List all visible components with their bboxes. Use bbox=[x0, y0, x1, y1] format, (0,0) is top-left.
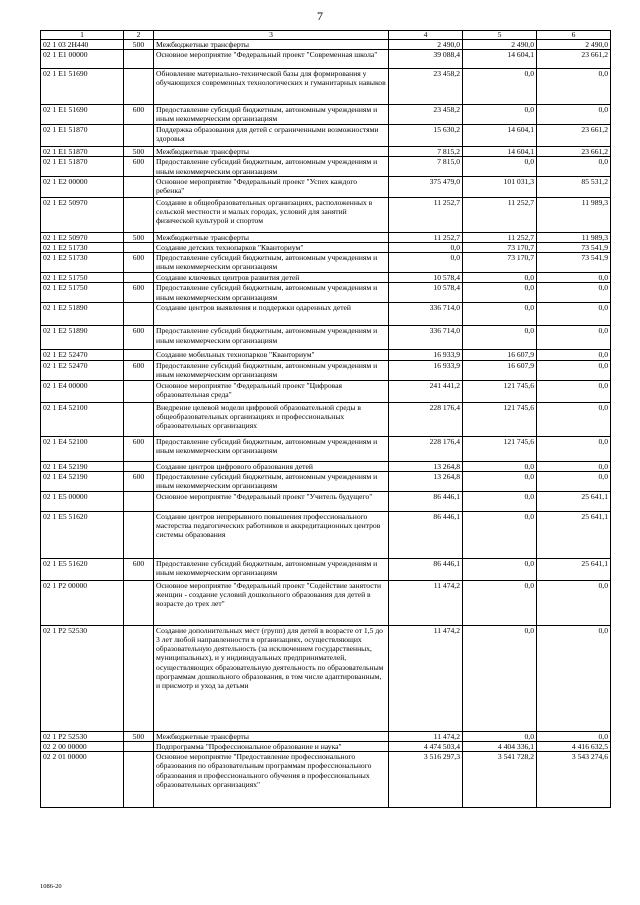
row-value-2021-cell: 10 578,4 bbox=[389, 283, 463, 303]
row-value-2021-cell: 13 264,8 bbox=[389, 461, 463, 471]
row-kvr-cell bbox=[124, 511, 154, 558]
row-value-2021-cell: 13 264,8 bbox=[389, 471, 463, 491]
row-value-2021-cell: 23 458,2 bbox=[389, 105, 463, 125]
table-row bbox=[41, 157, 611, 176]
row-value-2022-cell: 16 607,9 bbox=[463, 350, 537, 360]
table-row bbox=[41, 471, 611, 491]
row-code-cell: 02 1 Е2 51730 bbox=[41, 243, 124, 253]
row-name-cell: Основное мероприятие "Федеральный проект "Успех каждого ребенка" bbox=[154, 176, 389, 197]
table-body bbox=[41, 40, 611, 808]
row-value-2021-cell: 2 490,0 bbox=[389, 40, 463, 50]
table-row bbox=[41, 326, 611, 350]
row-value-2023-cell: 0,0 bbox=[537, 436, 611, 461]
row-kvr-cell: 600 bbox=[124, 253, 154, 273]
row-code-cell: 02 1 Е2 50970 bbox=[41, 197, 124, 232]
row-kvr-cell bbox=[124, 243, 154, 253]
row-value-2023-cell: 0,0 bbox=[537, 350, 611, 360]
row-value-2021-cell: 228 176,4 bbox=[389, 402, 463, 436]
row-code-cell: 02 1 Р2 52530 bbox=[41, 625, 124, 731]
table-row bbox=[41, 436, 611, 461]
row-value-2021-cell: 11 474,2 bbox=[389, 731, 463, 741]
row-kvr-cell bbox=[124, 176, 154, 197]
row-value-2022-cell: 121 745,6 bbox=[463, 436, 537, 461]
row-value-2023-cell: 0,0 bbox=[537, 580, 611, 625]
row-kvr-cell bbox=[124, 303, 154, 326]
row-value-2021-cell: 23 458,2 bbox=[389, 69, 463, 105]
row-kvr-cell: 600 bbox=[124, 436, 154, 461]
row-code-cell: 02 1 Е4 00000 bbox=[41, 380, 124, 402]
row-value-2023-cell: 0,0 bbox=[537, 461, 611, 471]
table-row bbox=[41, 360, 611, 380]
row-kvr-cell bbox=[124, 380, 154, 402]
row-value-2023-cell: 0,0 bbox=[537, 326, 611, 350]
row-name-cell: Основное мероприятие "Федеральный проект "Современная школа" bbox=[154, 50, 389, 69]
row-value-2023-cell: 0,0 bbox=[537, 625, 611, 731]
row-name-cell: Создание центров выявления и поддержки одаренных детей bbox=[154, 303, 389, 326]
table-row bbox=[41, 511, 611, 558]
row-name-cell: Создание ключевых центров развития детей bbox=[154, 273, 389, 283]
row-kvr-cell bbox=[124, 50, 154, 69]
row-value-2021-cell: 39 088,4 bbox=[389, 50, 463, 69]
table-row bbox=[41, 50, 611, 69]
row-value-2021-cell: 11 252,7 bbox=[389, 197, 463, 232]
row-name-cell: Межбюджетные трансферты bbox=[154, 147, 389, 157]
page-number: 7 bbox=[317, 9, 323, 23]
table-row bbox=[41, 303, 611, 326]
row-value-2023-cell: 85 531,2 bbox=[537, 176, 611, 197]
row-value-2022-cell: 0,0 bbox=[463, 558, 537, 580]
row-value-2021-cell: 11 474,2 bbox=[389, 580, 463, 625]
table-row bbox=[41, 461, 611, 471]
row-code-cell: 02 1 Е1 00000 bbox=[41, 50, 124, 69]
row-value-2021-cell: 10 578,4 bbox=[389, 273, 463, 283]
row-kvr-cell: 600 bbox=[124, 471, 154, 491]
row-code-cell: 02 1 Е2 51750 bbox=[41, 273, 124, 283]
row-code-cell: 02 1 Е5 00000 bbox=[41, 491, 124, 511]
row-code-cell: 02 1 03 2Н440 bbox=[41, 40, 124, 50]
row-kvr-cell bbox=[124, 461, 154, 471]
row-value-2022-cell: 121 745,6 bbox=[463, 402, 537, 436]
row-code-cell: 02 1 Е2 51750 bbox=[41, 283, 124, 303]
row-value-2023-cell: 0,0 bbox=[537, 731, 611, 741]
row-name-cell: Предоставление субсидий бюджетным, автономным учреждениям и иным некоммерческим организациям bbox=[154, 436, 389, 461]
header-col-3: 3 bbox=[154, 31, 389, 40]
row-kvr-cell bbox=[124, 69, 154, 105]
row-name-cell: Основное мероприятие "Предоставление профессионального образования по образовательным программам профессионального образования и профессионального обучения в профессиональных образовательных организациях" bbox=[154, 752, 389, 808]
row-name-cell: Создание центров непрерывного повышения профессионального мастерства педагогических работников и аккредитационных центров системы образования bbox=[154, 511, 389, 558]
row-value-2023-cell: 0,0 bbox=[537, 273, 611, 283]
row-value-2021-cell: 86 446,1 bbox=[389, 511, 463, 558]
row-kvr-cell: 500 bbox=[124, 40, 154, 50]
row-value-2022-cell: 0,0 bbox=[463, 69, 537, 105]
row-kvr-cell bbox=[124, 752, 154, 808]
table-row bbox=[41, 752, 611, 808]
row-value-2022-cell: 0,0 bbox=[463, 273, 537, 283]
row-value-2023-cell: 0,0 bbox=[537, 105, 611, 125]
row-name-cell: Создание дополнительных мест (групп) для детей в возрасте от 1,5 до 3 лет любой направленности в организациях, осуществляющих образовательную деятельность (за исключением государственных, муниципальных), и у индивидуальных предпринимателей, осуществляющих образовательную деятельность по образовательным программам дошкольного образования, в том числе адаптированным, и присмотр и уход за детьми bbox=[154, 625, 389, 731]
row-kvr-cell bbox=[124, 742, 154, 752]
header-col-6: 6 bbox=[537, 31, 611, 40]
row-name-cell: Создание в общеобразовательных организациях, расположенных в сельской местности и малых городах, условий для занятий физической культурой и спортом bbox=[154, 197, 389, 232]
row-value-2022-cell: 0,0 bbox=[463, 625, 537, 731]
row-name-cell: Межбюджетные трансферты bbox=[154, 232, 389, 242]
row-value-2022-cell: 14 604,1 bbox=[463, 147, 537, 157]
table-row bbox=[41, 40, 611, 50]
row-value-2021-cell: 4 474 503,4 bbox=[389, 742, 463, 752]
row-kvr-cell bbox=[124, 197, 154, 232]
row-value-2023-cell: 0,0 bbox=[537, 303, 611, 326]
row-value-2021-cell: 375 479,0 bbox=[389, 176, 463, 197]
row-code-cell: 02 1 Е4 52100 bbox=[41, 436, 124, 461]
row-value-2023-cell: 3 543 274,6 bbox=[537, 752, 611, 808]
row-code-cell: 02 1 Е1 51690 bbox=[41, 105, 124, 125]
row-kvr-cell: 600 bbox=[124, 326, 154, 350]
table-row bbox=[41, 402, 611, 436]
row-kvr-cell: 600 bbox=[124, 360, 154, 380]
row-value-2022-cell: 14 604,1 bbox=[463, 50, 537, 69]
row-name-cell: Создание мобильных технопарков "Кванториум" bbox=[154, 350, 389, 360]
row-value-2023-cell: 0,0 bbox=[537, 471, 611, 491]
row-name-cell: Предоставление субсидий бюджетным, автономным учреждениям и иным некоммерческим организациям bbox=[154, 283, 389, 303]
row-name-cell: Создание центров цифрового образования детей bbox=[154, 461, 389, 471]
table-row bbox=[41, 731, 611, 741]
row-name-cell: Предоставление субсидий бюджетным, автономным учреждениям и иным некоммерческим организациям bbox=[154, 253, 389, 273]
row-kvr-cell bbox=[124, 402, 154, 436]
row-value-2023-cell: 0,0 bbox=[537, 380, 611, 402]
row-kvr-cell bbox=[124, 350, 154, 360]
header-col-4: 4 bbox=[389, 31, 463, 40]
row-value-2021-cell: 228 176,4 bbox=[389, 436, 463, 461]
row-name-cell: Предоставление субсидий бюджетным, автономным учреждениям и иным некоммерческим организациям bbox=[154, 360, 389, 380]
row-kvr-cell bbox=[124, 580, 154, 625]
row-code-cell: 02 1 Е1 51870 bbox=[41, 147, 124, 157]
row-value-2022-cell: 73 170,7 bbox=[463, 243, 537, 253]
row-kvr-cell: 600 bbox=[124, 105, 154, 125]
table-row bbox=[41, 283, 611, 303]
table-row bbox=[41, 380, 611, 402]
row-code-cell: 02 1 Е5 51620 bbox=[41, 511, 124, 558]
row-code-cell: 02 1 Е5 51620 bbox=[41, 558, 124, 580]
table-row bbox=[41, 243, 611, 253]
row-code-cell: 02 1 Е1 51870 bbox=[41, 157, 124, 176]
row-value-2022-cell: 3 541 728,2 bbox=[463, 752, 537, 808]
row-value-2021-cell: 15 630,2 bbox=[389, 125, 463, 147]
row-code-cell: 02 1 Е2 50970 bbox=[41, 232, 124, 242]
header-col-1: 1 bbox=[41, 31, 124, 40]
row-value-2022-cell: 0,0 bbox=[463, 461, 537, 471]
row-value-2022-cell: 73 170,7 bbox=[463, 253, 537, 273]
row-value-2021-cell: 16 933,9 bbox=[389, 360, 463, 380]
row-value-2023-cell: 0,0 bbox=[537, 283, 611, 303]
row-kvr-cell: 500 bbox=[124, 147, 154, 157]
row-value-2021-cell: 336 714,0 bbox=[389, 303, 463, 326]
row-value-2022-cell: 0,0 bbox=[463, 303, 537, 326]
row-code-cell: 02 1 Е2 52470 bbox=[41, 350, 124, 360]
table-row bbox=[41, 625, 611, 731]
row-value-2023-cell: 25 641,1 bbox=[537, 558, 611, 580]
row-code-cell: 02 1 Е2 00000 bbox=[41, 176, 124, 197]
row-value-2023-cell: 0,0 bbox=[537, 157, 611, 176]
row-name-cell: Подпрограмма "Профессиональное образование и наука" bbox=[154, 742, 389, 752]
row-name-cell: Основное мероприятие "Федеральный проект "Цифровая образовательная среда" bbox=[154, 380, 389, 402]
row-code-cell: 02 1 Е1 51690 bbox=[41, 69, 124, 105]
table-header-row bbox=[41, 31, 611, 40]
row-value-2022-cell: 0,0 bbox=[463, 511, 537, 558]
row-value-2023-cell: 0,0 bbox=[537, 69, 611, 105]
row-value-2021-cell: 0,0 bbox=[389, 253, 463, 273]
row-value-2021-cell: 11 474,2 bbox=[389, 625, 463, 731]
row-name-cell: Основное мероприятие "Федеральный проект "Учитель будущего" bbox=[154, 491, 389, 511]
row-value-2021-cell: 11 252,7 bbox=[389, 232, 463, 242]
row-kvr-cell: 600 bbox=[124, 283, 154, 303]
table-row bbox=[41, 253, 611, 273]
row-name-cell: Предоставление субсидий бюджетным, автономным учреждениям и иным некоммерческим организациям bbox=[154, 471, 389, 491]
row-value-2021-cell: 336 714,0 bbox=[389, 326, 463, 350]
row-value-2022-cell: 0,0 bbox=[463, 326, 537, 350]
row-value-2023-cell: 2 490,0 bbox=[537, 40, 611, 50]
row-value-2022-cell: 0,0 bbox=[463, 731, 537, 741]
row-value-2023-cell: 11 989,3 bbox=[537, 232, 611, 242]
row-value-2023-cell: 11 989,3 bbox=[537, 197, 611, 232]
row-name-cell: Создание детских технопарков "Кванториум" bbox=[154, 243, 389, 253]
header-col-5: 5 bbox=[463, 31, 537, 40]
row-value-2021-cell: 3 516 297,3 bbox=[389, 752, 463, 808]
table-row bbox=[41, 105, 611, 125]
row-kvr-cell: 600 bbox=[124, 157, 154, 176]
row-value-2022-cell: 11 252,7 bbox=[463, 197, 537, 232]
row-code-cell: 02 1 Р2 52530 bbox=[41, 731, 124, 741]
row-code-cell: 02 1 Е2 51890 bbox=[41, 326, 124, 350]
row-value-2023-cell: 4 416 632,5 bbox=[537, 742, 611, 752]
row-value-2023-cell: 25 641,1 bbox=[537, 511, 611, 558]
table-row bbox=[41, 69, 611, 105]
row-code-cell: 02 1 Е2 51890 bbox=[41, 303, 124, 326]
row-value-2022-cell: 16 607,9 bbox=[463, 360, 537, 380]
table-row bbox=[41, 197, 611, 232]
row-value-2023-cell: 23 661,2 bbox=[537, 50, 611, 69]
budget-table bbox=[40, 30, 611, 808]
row-value-2022-cell: 0,0 bbox=[463, 491, 537, 511]
table-row bbox=[41, 491, 611, 511]
row-code-cell: 02 1 Е4 52100 bbox=[41, 402, 124, 436]
row-value-2023-cell: 73 541,9 bbox=[537, 253, 611, 273]
row-value-2023-cell: 73 541,9 bbox=[537, 243, 611, 253]
row-code-cell: 02 1 Е4 52190 bbox=[41, 461, 124, 471]
row-name-cell: Предоставление субсидий бюджетным, автономным учреждениям и иным некоммерческим организациям bbox=[154, 326, 389, 350]
row-value-2022-cell: 101 031,3 bbox=[463, 176, 537, 197]
row-kvr-cell bbox=[124, 625, 154, 731]
row-name-cell: Межбюджетные трансферты bbox=[154, 40, 389, 50]
row-value-2022-cell: 0,0 bbox=[463, 580, 537, 625]
table-row bbox=[41, 273, 611, 283]
table-row bbox=[41, 558, 611, 580]
footer-code: 1086-20 bbox=[40, 883, 62, 890]
row-name-cell: Межбюджетные трансферты bbox=[154, 731, 389, 741]
row-code-cell: 02 1 Р2 00000 bbox=[41, 580, 124, 625]
row-value-2022-cell: 4 404 336,1 bbox=[463, 742, 537, 752]
header-col-2: 2 bbox=[124, 31, 154, 40]
row-value-2021-cell: 86 446,1 bbox=[389, 491, 463, 511]
row-value-2022-cell: 121 745,6 bbox=[463, 380, 537, 402]
row-code-cell: 02 1 Е2 51730 bbox=[41, 253, 124, 273]
table-row bbox=[41, 147, 611, 157]
row-code-cell: 02 1 Е2 52470 bbox=[41, 360, 124, 380]
row-value-2021-cell: 241 441,2 bbox=[389, 380, 463, 402]
row-value-2022-cell: 11 252,7 bbox=[463, 232, 537, 242]
row-name-cell: Обновление материально-технической базы для формирования у обучающихся современных технологических и гуманитарных навыков bbox=[154, 69, 389, 105]
row-value-2022-cell: 0,0 bbox=[463, 105, 537, 125]
row-name-cell: Предоставление субсидий бюджетным, автономным учреждениям и иным некоммерческим организациям bbox=[154, 157, 389, 176]
row-name-cell: Предоставление субсидий бюджетным, автономным учреждениям и иным некоммерческим организациям bbox=[154, 558, 389, 580]
row-kvr-cell bbox=[124, 273, 154, 283]
row-name-cell: Внедрение целевой модели цифровой образовательной среды в общеобразовательных организациях и профессиональных образовательных организациях bbox=[154, 402, 389, 436]
row-code-cell: 02 2 01 00000 bbox=[41, 752, 124, 808]
row-kvr-cell bbox=[124, 491, 154, 511]
row-value-2021-cell: 16 933,9 bbox=[389, 350, 463, 360]
row-kvr-cell: 600 bbox=[124, 558, 154, 580]
row-value-2023-cell: 25 641,1 bbox=[537, 491, 611, 511]
table-row bbox=[41, 125, 611, 147]
row-name-cell: Основное мероприятие "Федеральный проект "Содействие занятости женщин - создание условий дошкольного образования для детей в возрасте до трех лет" bbox=[154, 580, 389, 625]
row-kvr-cell bbox=[124, 125, 154, 147]
row-value-2023-cell: 0,0 bbox=[537, 402, 611, 436]
row-value-2022-cell: 14 604,1 bbox=[463, 125, 537, 147]
row-code-cell: 02 2 00 00000 bbox=[41, 742, 124, 752]
row-code-cell: 02 1 Е4 52190 bbox=[41, 471, 124, 491]
row-value-2023-cell: 0,0 bbox=[537, 360, 611, 380]
table-row bbox=[41, 742, 611, 752]
row-value-2021-cell: 0,0 bbox=[389, 243, 463, 253]
row-value-2021-cell: 86 446,1 bbox=[389, 558, 463, 580]
row-value-2022-cell: 0,0 bbox=[463, 283, 537, 303]
row-value-2022-cell: 0,0 bbox=[463, 471, 537, 491]
table-row bbox=[41, 232, 611, 242]
table-row bbox=[41, 350, 611, 360]
row-value-2022-cell: 2 490,0 bbox=[463, 40, 537, 50]
row-name-cell: Предоставление субсидий бюджетным, автономным учреждениям и иным некоммерческим организациям bbox=[154, 105, 389, 125]
table-row bbox=[41, 176, 611, 197]
row-value-2021-cell: 7 815,2 bbox=[389, 147, 463, 157]
row-code-cell: 02 1 Е1 51870 bbox=[41, 125, 124, 147]
table-row bbox=[41, 580, 611, 625]
row-value-2022-cell: 0,0 bbox=[463, 157, 537, 176]
row-name-cell: Поддержка образования для детей с ограниченными возможностями здоровья bbox=[154, 125, 389, 147]
row-value-2023-cell: 23 661,2 bbox=[537, 125, 611, 147]
row-value-2021-cell: 7 815,0 bbox=[389, 157, 463, 176]
row-kvr-cell: 500 bbox=[124, 731, 154, 741]
row-value-2023-cell: 23 661,2 bbox=[537, 147, 611, 157]
row-kvr-cell: 500 bbox=[124, 232, 154, 242]
